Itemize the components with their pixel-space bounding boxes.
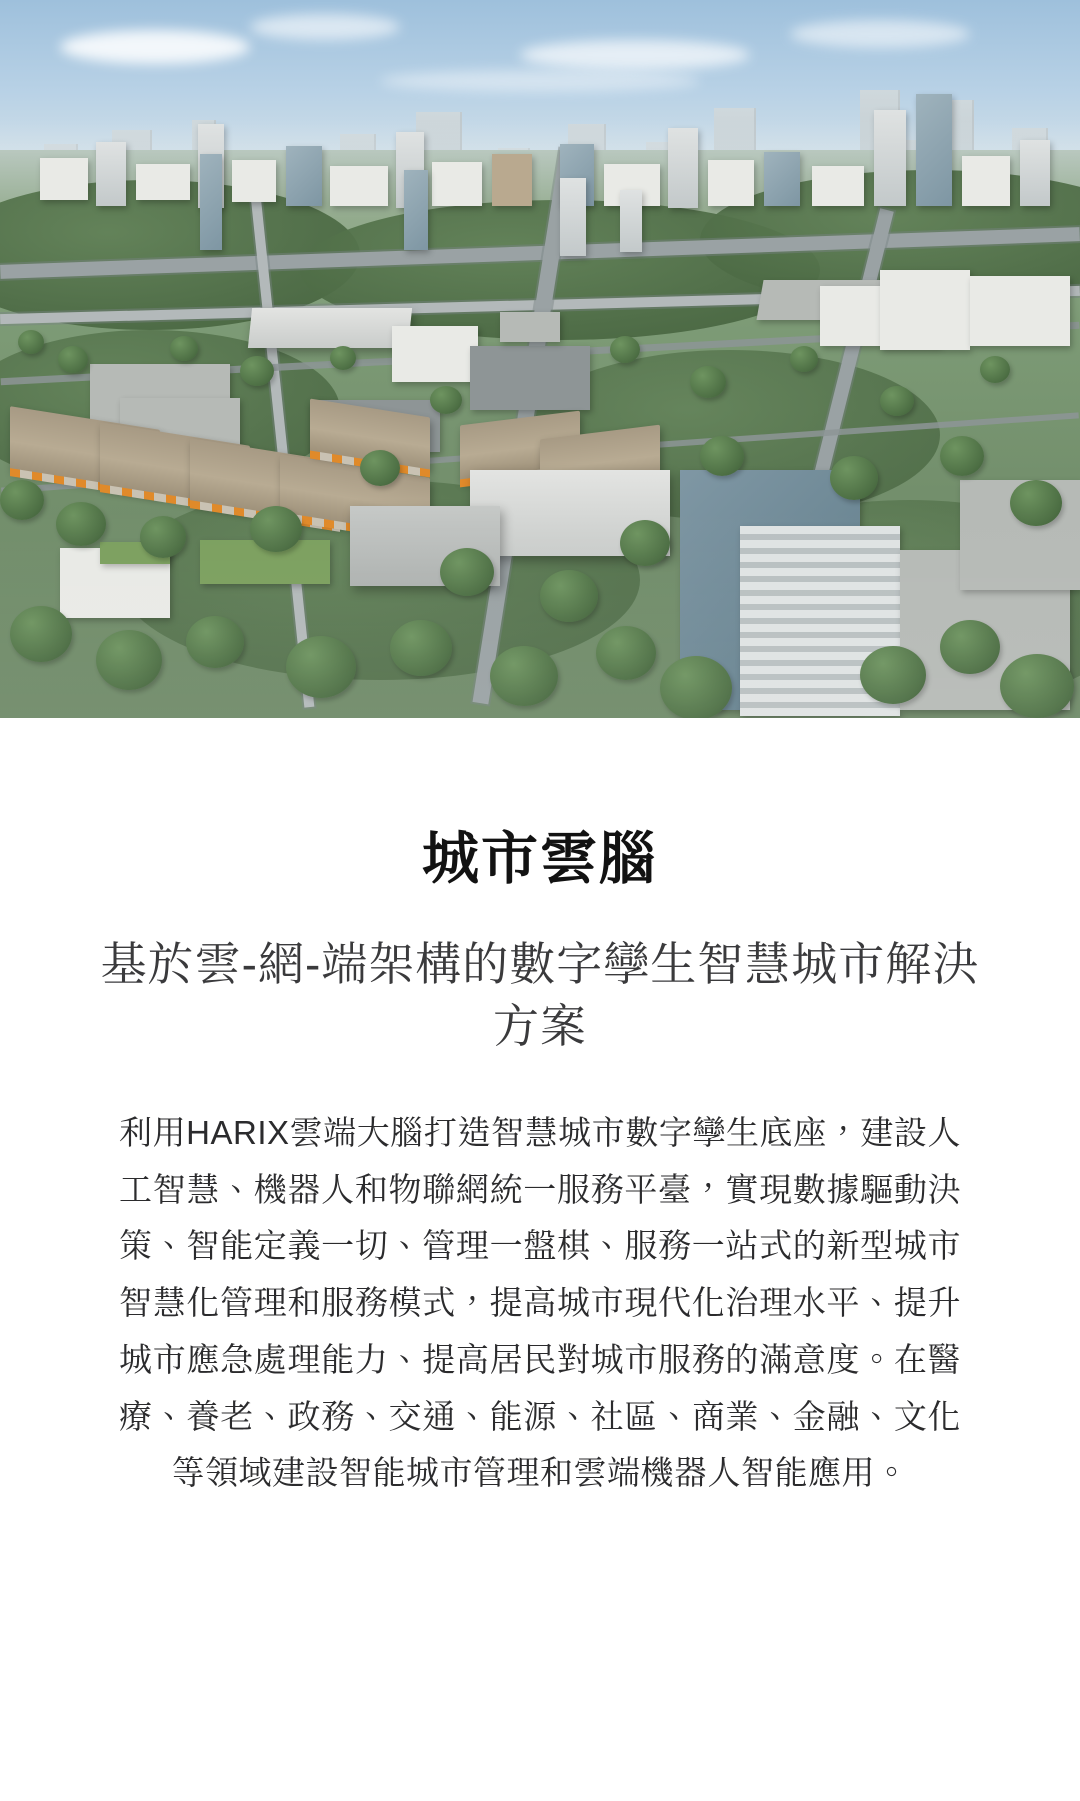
body-paragraph: 利用HARIX雲端大腦打造智慧城市數字孿生底座，建設人工智慧、機器人和物聯網統一服務平臺，實現數據驅動決策、智能定義一切、管理一盤棋、服務一站式的新型城市智慧化管理和服務模式，提高城市現代化治理水平、提升城市應急處理能力、提高居民對城市服務的滿意度。在醫療、養老、政務、交通、能源、社區、商業、金融、文化等領域建設智能城市管理和雲端機器人智能應用。 xyxy=(119,1113,961,1492)
page-title: 城市雲腦 xyxy=(422,827,658,891)
cloud xyxy=(60,30,250,64)
page-subtitle: 基於雲-網-端架構的數字孿生智慧城市解決方案 xyxy=(100,937,980,1052)
city-ground xyxy=(0,150,1080,718)
hero-image xyxy=(0,0,1080,718)
cloud xyxy=(790,20,970,48)
content-section xyxy=(0,718,1080,1502)
cloud xyxy=(250,14,400,40)
